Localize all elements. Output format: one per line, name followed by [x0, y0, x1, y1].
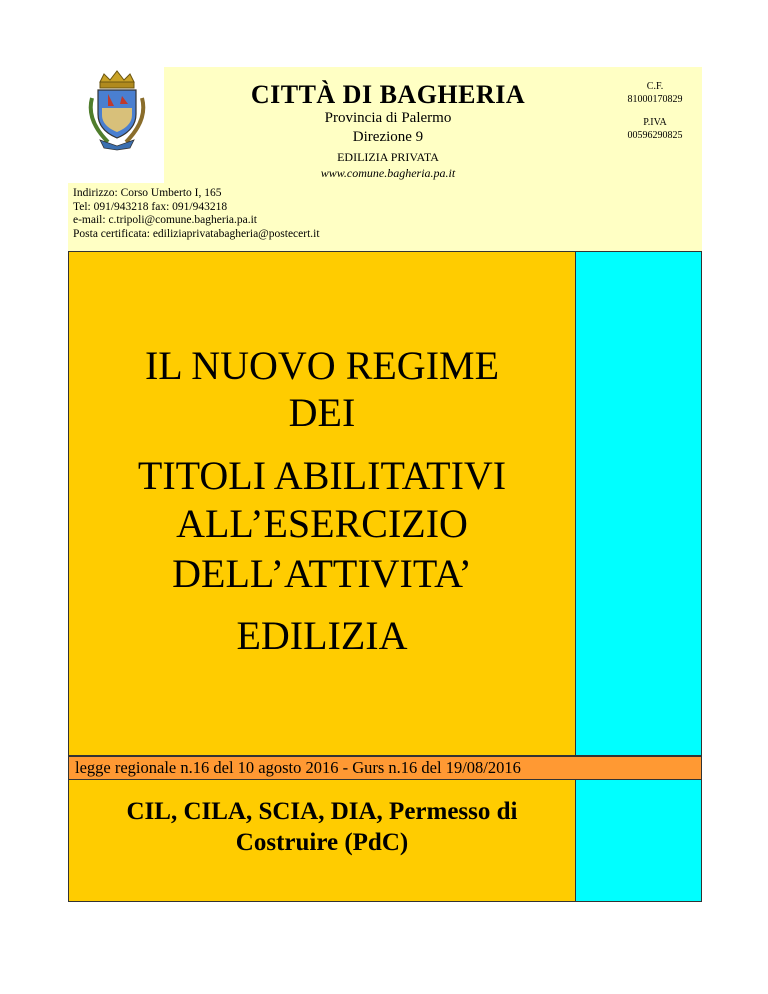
- cf-value: 81000170829: [627, 94, 683, 105]
- side-panel-top: [576, 251, 702, 756]
- side-panel-bottom: [576, 780, 702, 902]
- title-line-3: TITOLI ABILITATIVI: [137, 453, 507, 498]
- title-line-1: IL NUOVO REGIME: [144, 343, 500, 388]
- title-line-6: EDILIZIA: [236, 613, 408, 658]
- subtitle-line-1: CIL, CILA, SCIA, DIA, Permesso di: [126, 798, 518, 825]
- title-line-2: DEI: [288, 390, 356, 435]
- website-link[interactable]: www.comune.bagheria.pa.it: [320, 166, 456, 180]
- direction: Direzione 9: [352, 129, 424, 145]
- law-reference: legge regionale n.16 del 10 agosto 2016 - Gurs n.16 del 19/08/2016: [68, 756, 702, 780]
- title-line-4: ALL’ESERCIZIO: [176, 501, 468, 546]
- phone: Tel: 091/943218 fax: 091/943218: [73, 200, 228, 213]
- iva-value: 00596290825: [627, 130, 683, 141]
- city-name: CITTÀ DI BAGHERIA: [250, 80, 526, 109]
- department: EDILIZIA PRIVATA: [337, 150, 439, 164]
- address: Indirizzo: Corso Umberto I, 165: [73, 187, 222, 199]
- cf-label: C.F.: [646, 81, 664, 92]
- iva-label: P.IVA: [643, 117, 667, 128]
- subtitle-line-2: Costruire (PdC): [235, 829, 409, 856]
- coat-of-arms-icon: [78, 68, 156, 152]
- title-line-5: DELL’ATTIVITA’: [172, 551, 472, 596]
- contact-info: [73, 187, 320, 241]
- pec-link[interactable]: Posta certificata: ediliziaprivatabagheria@postecert.it: [73, 227, 320, 240]
- email-link[interactable]: e-mail: c.tripoli@comune.bagheria.pa.it: [73, 214, 257, 226]
- subtitle: [68, 796, 576, 858]
- province: Provincia di Palermo: [324, 110, 452, 126]
